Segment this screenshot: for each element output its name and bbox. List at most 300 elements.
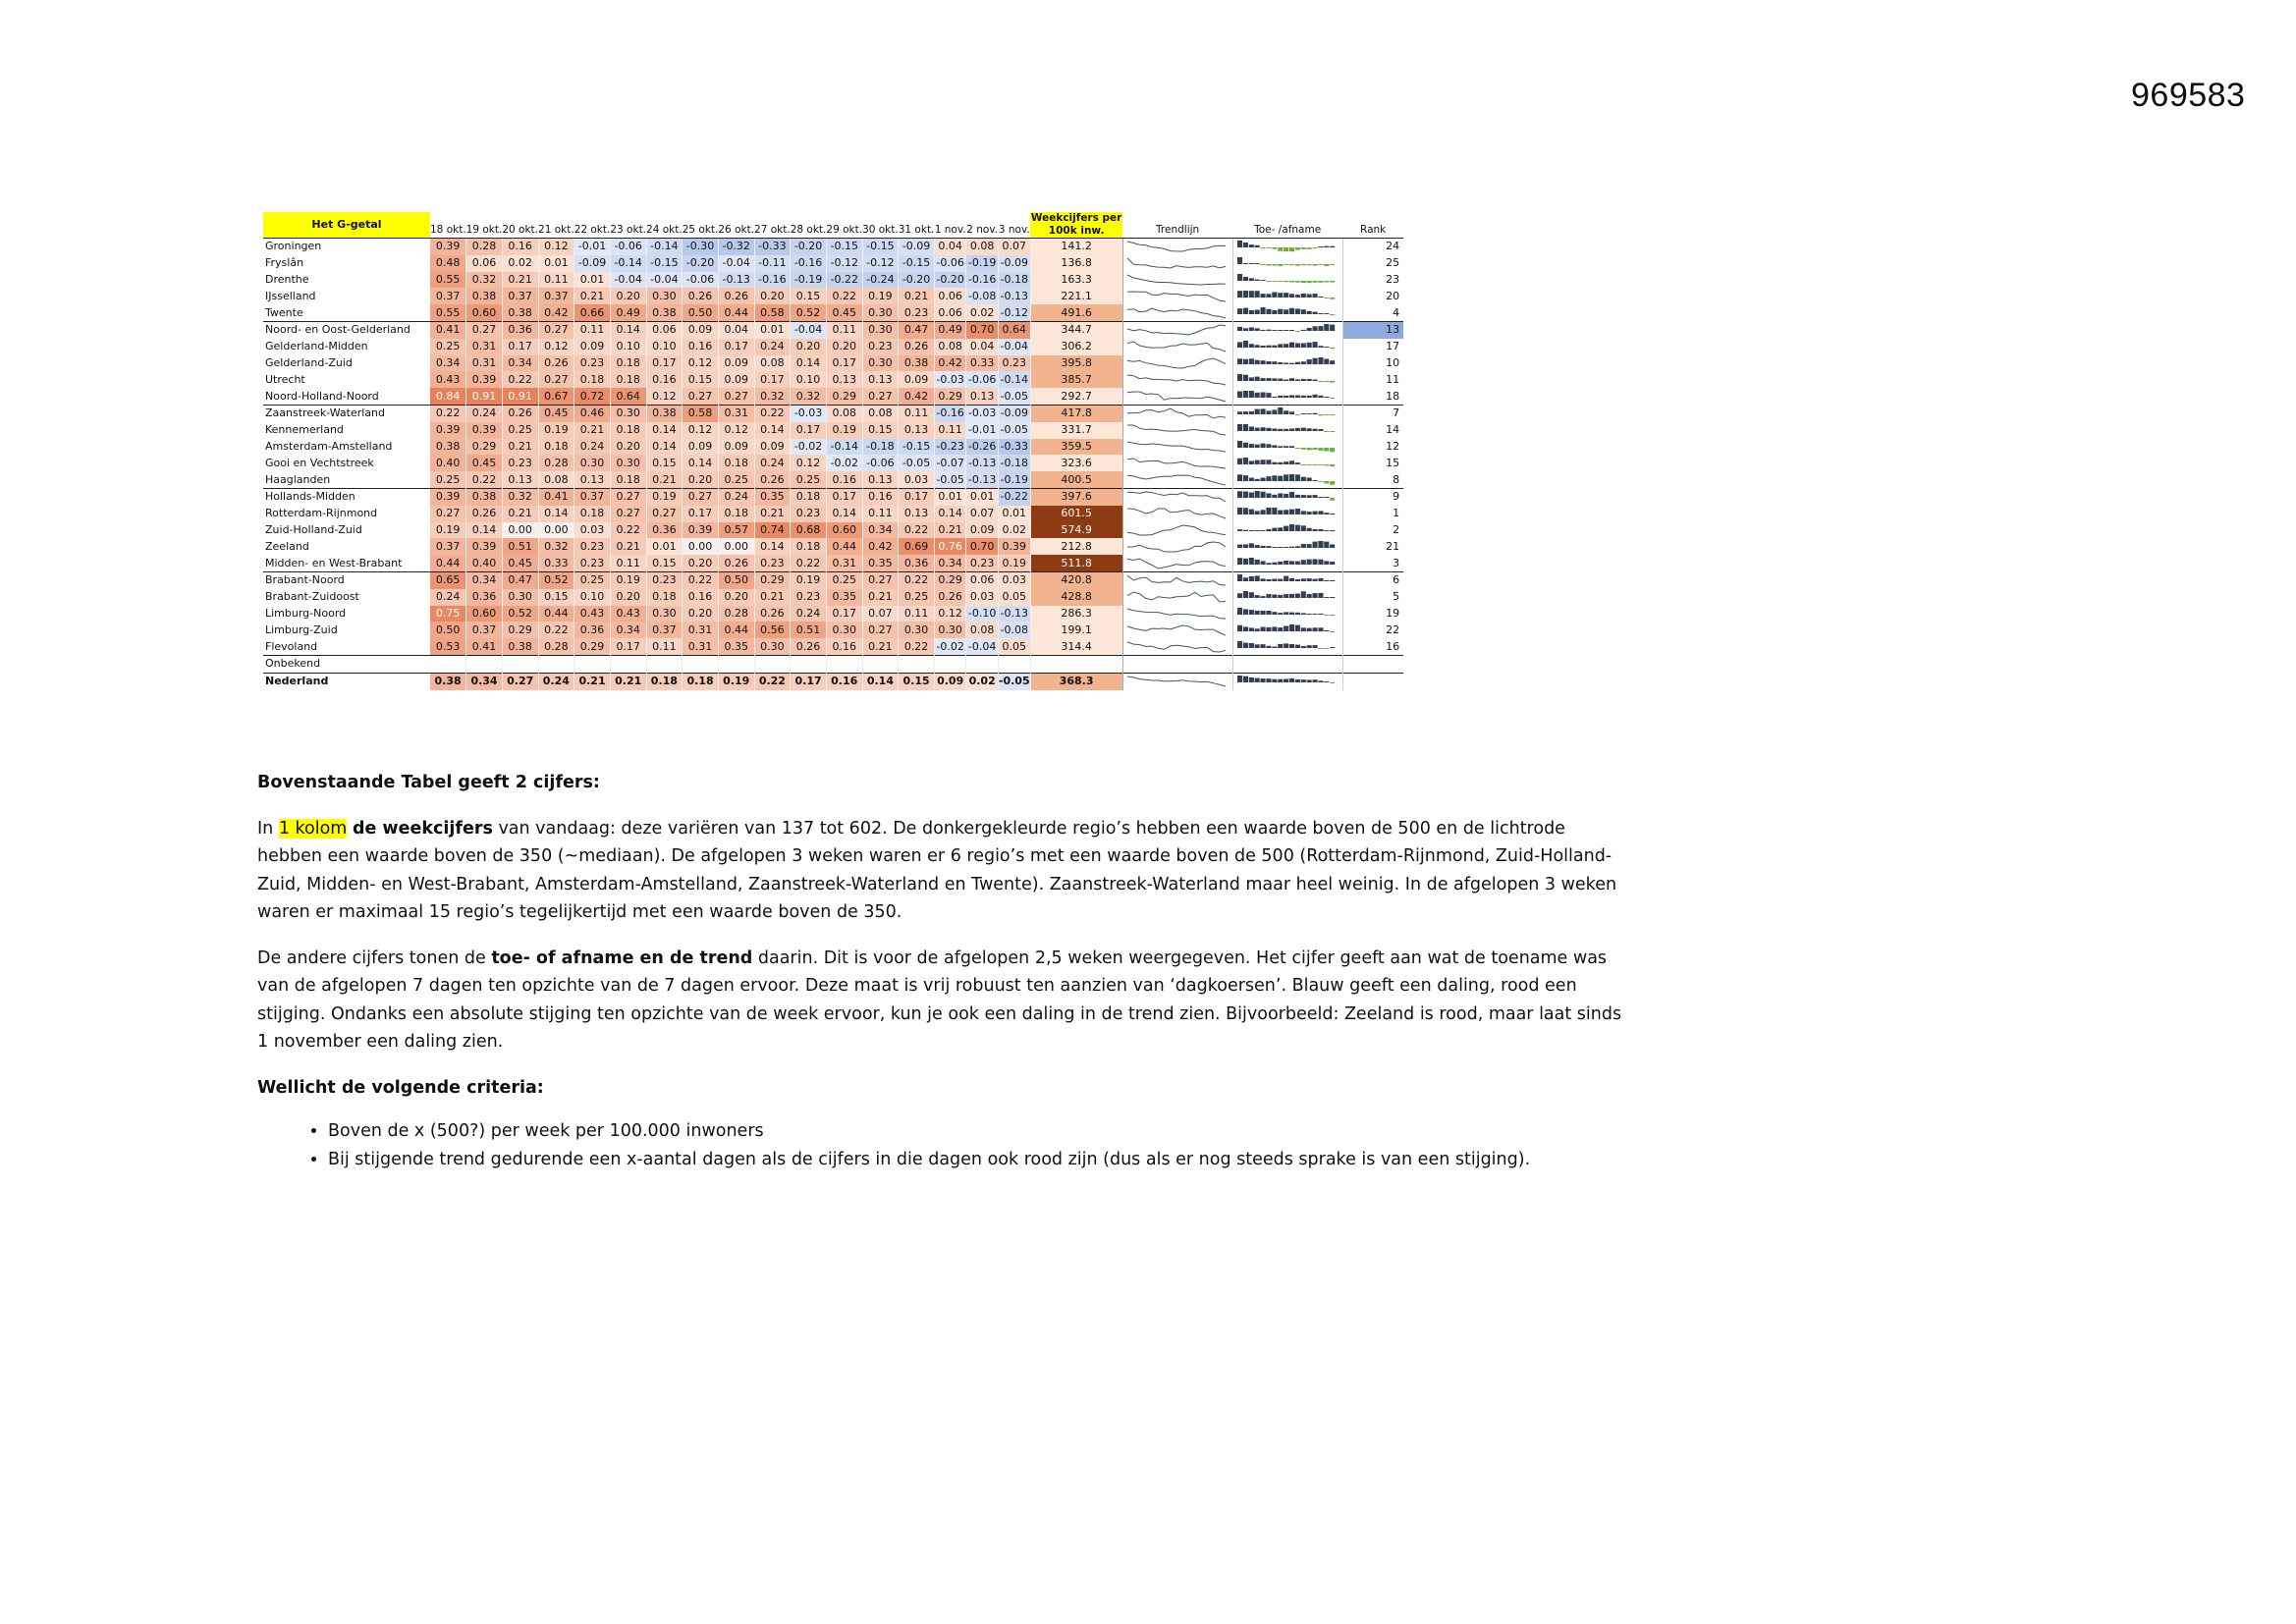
value-cell: 0.21: [754, 506, 791, 522]
bar: [1272, 579, 1277, 582]
value-cell: 0.27: [862, 622, 899, 638]
value-cell: 0.19: [998, 555, 1030, 571]
bar: [1294, 594, 1299, 599]
value-cell: 0.56: [754, 622, 791, 638]
bar: [1260, 444, 1265, 448]
bar: [1324, 597, 1329, 598]
value-cell: 0.58: [683, 405, 719, 421]
bar: [1294, 474, 1299, 481]
bar: [1248, 310, 1253, 314]
toe-afname-sparkbars: [1233, 423, 1339, 437]
trendline-cell: [1122, 555, 1232, 571]
bar: [1278, 494, 1283, 499]
value-cell: 0.67: [538, 388, 574, 405]
value-cell: 0.02: [966, 304, 999, 321]
value-cell: -0.19: [791, 272, 827, 289]
bar: [1284, 281, 1288, 282]
bar: [1312, 627, 1317, 631]
trendline: [1127, 242, 1226, 251]
bar: [1306, 281, 1311, 283]
value-cell: [966, 655, 999, 673]
weekcijfer-cell: 397.6: [1030, 488, 1122, 505]
trendline-sparkline: [1123, 390, 1230, 404]
bar: [1312, 413, 1317, 414]
bar: [1266, 476, 1271, 481]
value-cell: 0.53: [430, 638, 466, 655]
bar: [1294, 379, 1299, 381]
trendline: [1127, 425, 1226, 435]
value-cell: 0.09: [574, 339, 611, 355]
bar: [1318, 541, 1323, 548]
trendline: [1127, 325, 1226, 335]
bar: [1284, 330, 1288, 331]
value-cell: -0.04: [998, 339, 1030, 355]
value-cell: 0.38: [430, 439, 466, 456]
value-cell: 0.42: [899, 388, 935, 405]
rank-cell: 3: [1342, 555, 1403, 571]
bar: [1243, 443, 1248, 448]
bar: [1260, 477, 1265, 481]
bar: [1318, 357, 1323, 364]
value-cell: 0.27: [538, 371, 574, 388]
region-name: Fryslân: [265, 256, 304, 270]
value-cell: 0.22: [791, 555, 827, 571]
value-cell: 0.17: [646, 355, 683, 372]
value-cell: 0.24: [791, 606, 827, 623]
value-cell: [538, 655, 574, 673]
bar: [1306, 294, 1311, 298]
bar: [1284, 510, 1288, 514]
bar: [1243, 609, 1248, 615]
value-cell: 0.74: [754, 522, 791, 539]
bar: [1330, 264, 1335, 265]
bar: [1284, 309, 1288, 314]
value-cell: 0.31: [466, 355, 503, 372]
bar: [1272, 310, 1277, 314]
bar: [1260, 360, 1265, 364]
date-header: 29 okt.: [826, 212, 862, 239]
value-cell: 0.24: [754, 455, 791, 471]
value-cell: 0.19: [718, 673, 754, 689]
value-cell: 0.40: [466, 555, 503, 571]
bar: [1312, 512, 1317, 514]
value-cell: -0.18: [998, 272, 1030, 289]
value-cell: -0.20: [934, 272, 966, 289]
bar: [1306, 264, 1311, 265]
bar: [1237, 412, 1242, 415]
bar: [1330, 246, 1335, 247]
value-cell: 0.11: [646, 638, 683, 655]
value-cell: [754, 655, 791, 673]
bar: [1254, 309, 1259, 314]
bar: [1248, 358, 1253, 364]
bar: [1289, 492, 1294, 498]
region-name: Kennemerland: [265, 423, 344, 437]
value-cell: 0.18: [646, 673, 683, 689]
value-cell: 0.28: [718, 606, 754, 623]
value-cell: 0.26: [934, 589, 966, 606]
bar: [1284, 474, 1288, 481]
toe-afname-cell: [1232, 255, 1342, 272]
value-cell: 0.21: [862, 589, 899, 606]
bar: [1330, 481, 1335, 485]
value-cell: -0.32: [718, 239, 754, 255]
bar: [1312, 281, 1317, 283]
value-cell: 0.41: [430, 321, 466, 338]
value-cell: 0.34: [502, 355, 538, 372]
region-name: Gelderland-Zuid: [265, 355, 353, 369]
value-cell: 0.10: [574, 589, 611, 606]
value-cell: 0.03: [998, 571, 1030, 588]
bar: [1284, 461, 1288, 464]
date-header: 20 okt.: [502, 212, 538, 239]
bar: [1312, 679, 1317, 682]
bar: [1330, 498, 1335, 501]
bar: [1300, 294, 1305, 298]
trendline-cell: [1122, 538, 1232, 555]
value-cell: 0.42: [538, 304, 574, 321]
value-cell: -0.09: [998, 255, 1030, 272]
value-cell: 0.17: [610, 638, 646, 655]
bar: [1272, 361, 1277, 364]
weekcijfer-cell: 331.7: [1030, 422, 1122, 439]
trendline-cell: [1122, 506, 1232, 522]
bar: [1289, 460, 1294, 464]
value-cell: 0.31: [466, 339, 503, 355]
bar: [1254, 460, 1259, 463]
value-cell: 0.52: [502, 606, 538, 623]
bar: [1254, 280, 1259, 281]
bar: [1324, 448, 1329, 451]
value-cell: 0.28: [466, 239, 503, 255]
value-cell: 0.44: [430, 555, 466, 571]
value-cell: 0.23: [966, 555, 999, 571]
bar: [1248, 278, 1253, 281]
value-cell: 0.27: [538, 321, 574, 338]
bar: [1278, 527, 1283, 531]
value-cell: 0.09: [754, 439, 791, 456]
toe-afname-cell: [1232, 538, 1342, 555]
bar: [1266, 563, 1271, 565]
bar: [1272, 612, 1277, 615]
value-cell: 0.31: [683, 638, 719, 655]
bar: [1330, 325, 1335, 331]
value-cell: 0.02: [998, 522, 1030, 539]
value-cell: 0.45: [826, 304, 862, 321]
bar: [1248, 344, 1253, 348]
value-cell: [826, 655, 862, 673]
value-cell: 0.23: [502, 455, 538, 471]
value-cell: 0.11: [934, 422, 966, 439]
bar: [1289, 510, 1294, 514]
bar: [1294, 362, 1299, 364]
value-cell: 0.08: [538, 471, 574, 488]
value-cell: -0.12: [826, 255, 862, 272]
bar: [1278, 429, 1283, 431]
bar: [1306, 627, 1311, 630]
value-cell: 0.15: [899, 673, 935, 689]
bar: [1243, 424, 1248, 431]
value-cell: 0.27: [683, 488, 719, 505]
value-cell: 0.34: [934, 555, 966, 571]
value-cell: 0.13: [862, 471, 899, 488]
value-cell: [899, 655, 935, 673]
bar: [1254, 409, 1259, 414]
weekcijfer-cell: 491.6: [1030, 304, 1122, 321]
bar: [1289, 395, 1294, 398]
bar: [1306, 448, 1311, 450]
bar: [1243, 411, 1248, 414]
bar: [1289, 474, 1294, 481]
value-cell: 0.30: [899, 622, 935, 638]
value-cell: 0.26: [718, 555, 754, 571]
bar: [1278, 595, 1283, 598]
trendline-cell: [1122, 304, 1232, 321]
value-cell: -0.04: [610, 272, 646, 289]
toe-afname-sparkbars: [1233, 256, 1339, 270]
value-cell: 0.32: [502, 488, 538, 505]
bar: [1266, 645, 1271, 647]
value-cell: 0.09: [718, 355, 754, 372]
value-cell: -0.04: [791, 321, 827, 338]
value-cell: -0.16: [966, 272, 999, 289]
value-cell: -0.04: [646, 272, 683, 289]
trendline: [1127, 475, 1226, 485]
value-cell: 0.06: [646, 321, 683, 338]
weekcijfer-cell: 136.8: [1030, 255, 1122, 272]
value-cell: -0.10: [966, 606, 999, 623]
bar: [1324, 264, 1329, 266]
value-cell: 0.15: [862, 422, 899, 439]
bar: [1248, 643, 1253, 648]
value-cell: 0.36: [574, 622, 611, 638]
bar: [1260, 247, 1265, 248]
bar: [1278, 395, 1283, 397]
value-cell: 0.70: [966, 538, 999, 555]
bar: [1237, 492, 1242, 499]
value-cell: 0.07: [966, 506, 999, 522]
bar: [1318, 481, 1323, 482]
bar: [1306, 413, 1311, 414]
weekcijfer-cell: [1030, 655, 1122, 673]
value-cell: 0.34: [466, 673, 503, 689]
value-cell: 0.70: [966, 321, 999, 338]
value-cell: 0.91: [502, 388, 538, 405]
value-cell: 0.40: [430, 455, 466, 471]
value-cell: 0.22: [538, 622, 574, 638]
rank-cell: 5: [1342, 589, 1403, 606]
p1-bold: de weekcijfers: [352, 818, 493, 839]
bar: [1284, 679, 1288, 683]
trendline: [1127, 442, 1226, 452]
bar: [1289, 378, 1294, 381]
value-cell: 0.51: [791, 622, 827, 638]
value-cell: 0.26: [791, 638, 827, 655]
value-cell: 0.32: [466, 272, 503, 289]
weekcijfer-cell: 420.8: [1030, 571, 1122, 588]
rank-cell: 22: [1342, 622, 1403, 638]
value-cell: 0.18: [610, 422, 646, 439]
table-row: [263, 622, 1403, 638]
bar: [1318, 464, 1323, 465]
rank-cell: 23: [1342, 272, 1403, 289]
bar: [1266, 579, 1271, 581]
trendline: [1127, 292, 1226, 301]
toe-afname-cell: [1232, 304, 1342, 321]
value-cell: 0.19: [791, 571, 827, 588]
value-cell: 0.18: [791, 538, 827, 555]
toe-afname-sparkbars: [1233, 640, 1339, 654]
toe-afname-cell: [1232, 522, 1342, 539]
value-cell: -0.18: [862, 439, 899, 456]
bar: [1294, 613, 1299, 615]
value-cell: 0.02: [502, 255, 538, 272]
bar: [1266, 678, 1271, 682]
p2-text-b: daarin. Dit is voor de afgelopen 2,5 weken weergegeven. Het cijfer geeft aan wat de toename was van de afgelopen 7 dagen ten opzichte van de 7 dagen ervoor. Deze maat is vrij robuust ten aanzien van ‘dagkoersen’. Blauw geeft een daling, rood een stijging. Ondanks een absolute stijging ten opzichte van de week ervoor, kun je ook een daling in de trend zien. Bijvoorbeeld: Zeeland is rood, maar laat sinds 1 november een daling zien.: [257, 947, 1622, 1052]
bar: [1272, 397, 1277, 398]
value-cell: 0.21: [862, 638, 899, 655]
bar: [1294, 428, 1299, 431]
bar: [1300, 591, 1305, 598]
bar: [1237, 459, 1242, 464]
bar: [1324, 481, 1329, 484]
bar: [1272, 281, 1277, 282]
bar: [1300, 413, 1305, 414]
rank-cell: 21: [1342, 538, 1403, 555]
bar: [1278, 475, 1283, 480]
value-cell: 0.29: [934, 571, 966, 588]
bar: [1289, 546, 1294, 547]
value-cell: 0.27: [430, 506, 466, 522]
value-cell: -0.02: [791, 439, 827, 456]
table-row: [263, 239, 1403, 255]
value-cell: 0.30: [646, 288, 683, 304]
value-cell: 0.23: [574, 355, 611, 372]
bar: [1318, 497, 1323, 498]
value-cell: 0.26: [754, 606, 791, 623]
value-cell: 0.14: [538, 506, 574, 522]
bar: [1278, 264, 1283, 266]
value-cell: 0.30: [574, 455, 611, 471]
value-cell: -0.06: [934, 255, 966, 272]
bar: [1318, 512, 1323, 515]
value-cell: 0.38: [430, 673, 466, 689]
toe-afname-cell: [1232, 673, 1342, 689]
toe-afname-sparkbars: [1233, 240, 1339, 253]
bar: [1248, 592, 1253, 598]
value-cell: 0.14: [683, 455, 719, 471]
trendline-sparkline: [1123, 406, 1230, 420]
bar: [1243, 359, 1248, 364]
value-cell: 0.75: [430, 606, 466, 623]
region-name: Rotterdam-Rijnmond: [265, 507, 378, 520]
value-cell: 0.38: [646, 304, 683, 321]
bar: [1306, 247, 1311, 249]
value-cell: 0.34: [430, 355, 466, 372]
value-cell: -0.13: [966, 455, 999, 471]
bar: [1278, 627, 1283, 631]
rank-cell: 19: [1342, 606, 1403, 623]
bar: [1278, 561, 1283, 564]
value-cell: 0.33: [538, 555, 574, 571]
bar: [1254, 345, 1259, 348]
trendline-cell: [1122, 339, 1232, 355]
value-cell: -0.03: [791, 405, 827, 421]
region-name: Noord- en Oost-Gelderland: [263, 321, 430, 338]
bar: [1260, 378, 1265, 381]
bar: [1306, 343, 1311, 348]
rank-cell: 25: [1342, 255, 1403, 272]
p1-text-c: van vandaag: deze variëren van 137 tot 602. De donkergekleurde regio’s hebben een waarde boven de 500 en de lichtrode hebben een waarde boven de 350 (~mediaan). De afgelopen 3 weken waren er 6 regio’s met een waarde boven de 500 (Rotterdam-Rijnmond, Zuid-Holland-Zuid, Midden- en West-Brabant, Amsterdam-Amstelland, Zaanstreek-Waterland en Twente). Zaanstreek-Waterland maar heel weinig. In de afgelopen 3 weken waren er maximaal 15 regio’s tegelijkertijd met een waarde boven de 350.: [257, 818, 1617, 922]
value-cell: 0.11: [538, 272, 574, 289]
bar: [1278, 579, 1283, 581]
bar: [1306, 528, 1311, 531]
paragraph-weekcijfers: [257, 815, 1632, 927]
table-row: [263, 638, 1403, 655]
value-cell: -0.13: [998, 606, 1030, 623]
bar: [1266, 494, 1271, 499]
bar: [1330, 631, 1335, 632]
trendline: [1127, 392, 1226, 402]
toe-afname-cell: [1232, 272, 1342, 289]
bar: [1312, 529, 1317, 531]
value-cell: 0.20: [791, 339, 827, 355]
value-cell: 0.22: [899, 571, 935, 588]
bar: [1312, 358, 1317, 364]
bar: [1254, 545, 1259, 548]
value-cell: 0.14: [862, 673, 899, 689]
value-cell: [610, 655, 646, 673]
bar: [1324, 541, 1329, 547]
toe-afname-sparkbars: [1233, 607, 1339, 621]
value-cell: 0.72: [574, 388, 611, 405]
toe-afname-sparkbars: [1233, 323, 1339, 337]
trendline-sparkline: [1123, 290, 1230, 303]
region-name: Zaanstreek-Waterland: [263, 405, 430, 421]
bar: [1284, 561, 1288, 565]
bar: [1312, 311, 1317, 313]
region-name: Brabant-Noord: [263, 571, 430, 588]
trendline-sparkline: [1123, 340, 1230, 353]
value-cell: 0.16: [683, 589, 719, 606]
trendline: [1127, 308, 1226, 318]
rank-cell: 10: [1342, 355, 1403, 372]
bar: [1266, 281, 1271, 282]
value-cell: 0.30: [934, 622, 966, 638]
value-cell: 0.03: [966, 589, 999, 606]
bar: [1324, 497, 1329, 498]
bar: [1284, 264, 1288, 265]
bar: [1237, 257, 1242, 264]
value-cell: 0.52: [791, 304, 827, 321]
value-cell: -0.05: [998, 422, 1030, 439]
value-cell: -0.14: [610, 255, 646, 272]
bar: [1243, 374, 1248, 380]
value-cell: -0.04: [718, 255, 754, 272]
bar: [1312, 541, 1317, 547]
trendline: [1127, 625, 1226, 635]
bar: [1284, 429, 1288, 431]
bar: [1300, 264, 1305, 265]
toe-afname-cell: [1232, 455, 1342, 471]
value-cell: 0.36: [646, 522, 683, 539]
value-cell: 0.22: [683, 571, 719, 588]
date-header: 27 okt.: [754, 212, 791, 239]
trendline-sparkline: [1123, 440, 1230, 454]
bar: [1318, 448, 1323, 451]
value-cell: 0.29: [754, 571, 791, 588]
toe-afname-sparkbars: [1233, 623, 1339, 637]
